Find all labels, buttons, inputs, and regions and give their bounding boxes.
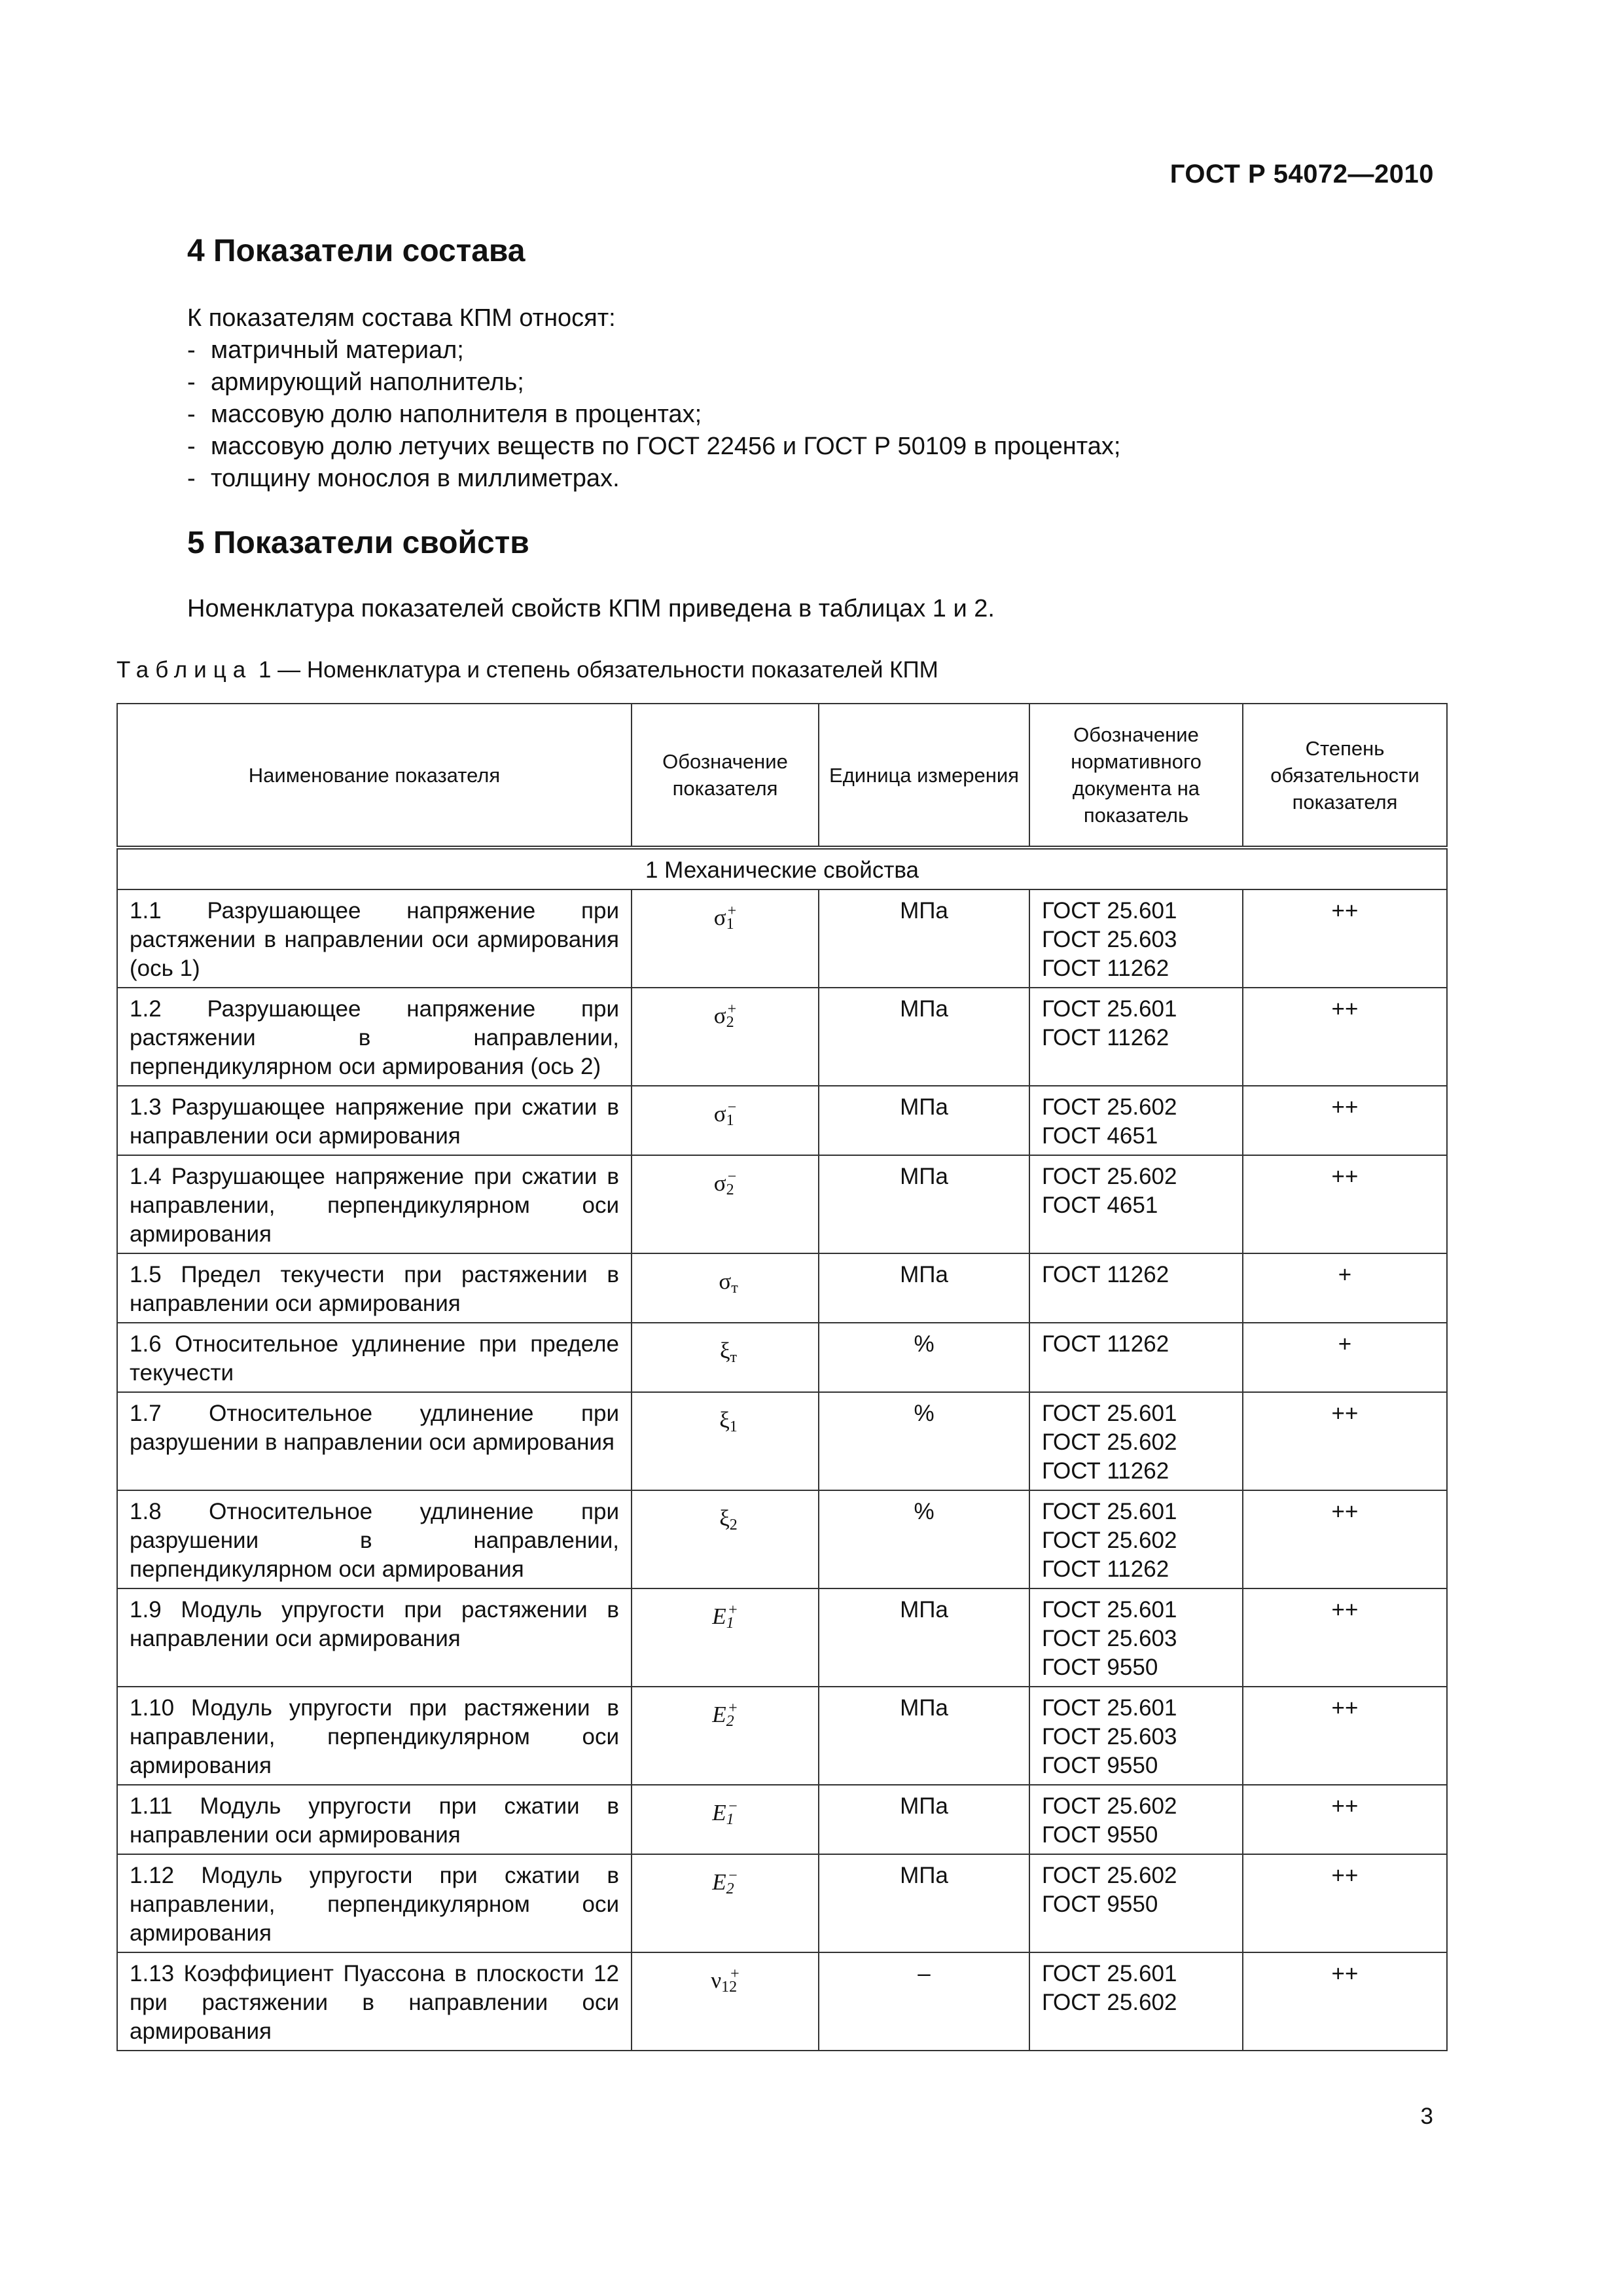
- symbol-letter: ν: [711, 1967, 722, 1993]
- property-symbol: [632, 1588, 819, 1687]
- list-item: - массовую долю наполнителя в процентах;: [187, 399, 1120, 431]
- symbol-subscript: 1: [726, 1811, 734, 1828]
- property-unit: %: [819, 1392, 1029, 1490]
- table-row: [117, 1588, 1447, 1687]
- section-4-intro: К показателям состава КПМ относят:: [187, 304, 616, 332]
- symbol-subscript: 2: [726, 1014, 734, 1031]
- symbol-subscript: 2: [726, 1181, 734, 1198]
- group-row: [117, 848, 1447, 889]
- property-unit: –: [819, 1952, 1029, 2051]
- symbol-superscript: +: [727, 1602, 738, 1619]
- table-caption-text: 1 — Номенклатура и степень обязательности показателей КПМ: [258, 657, 938, 683]
- property-symbol: [632, 1253, 819, 1323]
- property-degree: ++: [1243, 988, 1447, 1086]
- property-degree: +: [1243, 1323, 1447, 1392]
- group-title: 1 Механические свойства: [117, 848, 1447, 889]
- symbol-superscript: +: [730, 1965, 740, 1982]
- symbol-superscript: −: [727, 1099, 737, 1116]
- symbol-subscript: 2: [729, 1516, 738, 1534]
- property-name: 1.11 Модуль упругости при сжатии в направлении оси армирования: [117, 1785, 632, 1854]
- property-norm-docs: ГОСТ 25.601 ГОСТ 25.602 ГОСТ 11262: [1029, 1490, 1243, 1588]
- symbol-superscript: −: [727, 1168, 737, 1185]
- property-name: 1.2 Разрушающее напряжение при растяжении в направлении, перпендикулярном оси армирования (ось 2): [117, 988, 632, 1086]
- properties-table: [116, 703, 1448, 2051]
- property-degree: ++: [1243, 1490, 1447, 1588]
- table-row: [117, 1155, 1447, 1253]
- property-norm-docs: ГОСТ 25.601 ГОСТ 25.603 ГОСТ 9550: [1029, 1687, 1243, 1785]
- header-norm: Обозначение нормативного документа на показатель: [1029, 704, 1243, 848]
- property-unit: МПа: [819, 1588, 1029, 1687]
- property-degree: ++: [1243, 1155, 1447, 1253]
- symbol-letter: ξ: [719, 1505, 730, 1531]
- symbol-subscript: 2: [726, 1880, 734, 1897]
- table-row: [117, 1086, 1447, 1155]
- property-degree: ++: [1243, 1785, 1447, 1854]
- property-symbol: [632, 988, 819, 1086]
- table-row: [117, 889, 1447, 988]
- property-degree: ++: [1243, 1086, 1447, 1155]
- property-symbol: [632, 889, 819, 988]
- property-unit: %: [819, 1490, 1029, 1588]
- property-degree: ++: [1243, 1952, 1447, 2051]
- symbol-subscript: 1: [729, 1418, 738, 1435]
- section-5-text: Номенклатура показателей свойств КПМ приведена в таблицах 1 и 2.: [187, 595, 995, 622]
- table-row: [117, 1854, 1447, 1952]
- property-unit: МПа: [819, 988, 1029, 1086]
- composition-list: [187, 334, 1120, 495]
- property-symbol: [632, 1854, 819, 1952]
- property-symbol: [632, 1785, 819, 1854]
- header-unit: Единица измерения: [819, 704, 1029, 848]
- property-degree: ++: [1243, 1588, 1447, 1687]
- symbol-letter: σ: [713, 1101, 726, 1126]
- property-norm-docs: ГОСТ 25.602 ГОСТ 9550: [1029, 1785, 1243, 1854]
- property-name: 1.8 Относительное удлинение при разрушении в направлении, перпендикулярном оси армирования: [117, 1490, 632, 1588]
- symbol-letter: E: [712, 1869, 726, 1895]
- property-unit: %: [819, 1323, 1029, 1392]
- symbol-letter: σ: [713, 1003, 726, 1028]
- property-name: 1.12 Модуль упругости при сжатии в направлении, перпендикулярном оси армирования: [117, 1854, 632, 1952]
- property-degree: ++: [1243, 889, 1447, 988]
- section-4-title: 4 Показатели состава: [187, 234, 526, 268]
- property-symbol: [632, 1490, 819, 1588]
- table-row: [117, 1253, 1447, 1323]
- symbol-letter: ξ: [719, 1407, 730, 1433]
- symbol-letter: σ: [719, 1268, 732, 1294]
- table-row: [117, 1687, 1447, 1785]
- property-name: 1.13 Коэффициент Пуассона в плоскости 12 при растяжении в направлении оси армирования: [117, 1952, 632, 2051]
- symbol-subscript: 12: [721, 1979, 738, 1996]
- property-symbol: [632, 1687, 819, 1785]
- document-code: ГОСТ Р 54072—2010: [1169, 160, 1434, 188]
- property-symbol: [632, 1155, 819, 1253]
- property-unit: МПа: [819, 1687, 1029, 1785]
- property-name: 1.9 Модуль упругости при растяжении в направлении оси армирования: [117, 1588, 632, 1687]
- table-row: [117, 988, 1447, 1086]
- symbol-subscript: т: [731, 1280, 738, 1297]
- symbol-subscript: т: [730, 1349, 738, 1366]
- properties-table-container: [116, 703, 1446, 2051]
- symbol-letter: σ: [713, 905, 726, 930]
- header-degree: Степень обязательности показателя: [1243, 704, 1447, 848]
- table-caption: [116, 657, 938, 683]
- property-name: 1.10 Модуль упругости при растяжении в направлении, перпендикулярном оси армирования: [117, 1687, 632, 1785]
- symbol-letter: ξ: [719, 1338, 730, 1363]
- table-row: [117, 1392, 1447, 1490]
- property-name: 1.7 Относительное удлинение при разрушении в направлении оси армирования: [117, 1392, 632, 1490]
- symbol-subscript: 1: [726, 1112, 734, 1129]
- property-degree: +: [1243, 1253, 1447, 1323]
- symbol-letter: E: [712, 1800, 726, 1825]
- symbol-superscript: +: [727, 1001, 737, 1018]
- section-5-title: 5 Показатели свойств: [187, 526, 529, 560]
- property-norm-docs: ГОСТ 25.602 ГОСТ 4651: [1029, 1155, 1243, 1253]
- property-unit: МПа: [819, 889, 1029, 988]
- symbol-subscript: 2: [726, 1713, 734, 1730]
- property-name: 1.4 Разрушающее напряжение при сжатии в направлении, перпендикулярном оси армирования: [117, 1155, 632, 1253]
- list-item: - армирующий наполнитель;: [187, 367, 1120, 399]
- property-unit: МПа: [819, 1785, 1029, 1854]
- symbol-subscript: 1: [726, 1615, 734, 1632]
- property-norm-docs: ГОСТ 11262: [1029, 1323, 1243, 1392]
- property-norm-docs: ГОСТ 11262: [1029, 1253, 1243, 1323]
- symbol-subscript: 1: [726, 916, 734, 933]
- symbol-superscript: +: [727, 903, 737, 920]
- table-row: [117, 1952, 1447, 2051]
- symbol-superscript: −: [727, 1798, 738, 1815]
- property-unit: МПа: [819, 1253, 1029, 1323]
- list-item: - матричный материал;: [187, 334, 1120, 367]
- table-caption-label: Таблица: [116, 657, 253, 683]
- table-row: [117, 1785, 1447, 1854]
- property-name: 1.5 Предел текучести при растяжении в направлении оси армирования: [117, 1253, 632, 1323]
- property-norm-docs: ГОСТ 25.602 ГОСТ 4651: [1029, 1086, 1243, 1155]
- list-item: - массовую долю летучих веществ по ГОСТ 22456 и ГОСТ Р 50109 в процентах;: [187, 431, 1120, 463]
- page-number: 3: [1420, 2104, 1433, 2129]
- property-unit: МПа: [819, 1854, 1029, 1952]
- property-unit: МПа: [819, 1086, 1029, 1155]
- header-name: Наименование показателя: [117, 704, 632, 848]
- table-header-row: [117, 704, 1447, 848]
- property-degree: ++: [1243, 1854, 1447, 1952]
- property-norm-docs: ГОСТ 25.601 ГОСТ 25.603 ГОСТ 9550: [1029, 1588, 1243, 1687]
- property-symbol: [632, 1323, 819, 1392]
- property-symbol: [632, 1952, 819, 2051]
- symbol-letter: σ: [713, 1170, 726, 1196]
- property-norm-docs: ГОСТ 25.601 ГОСТ 25.602 ГОСТ 11262: [1029, 1392, 1243, 1490]
- property-norm-docs: ГОСТ 25.601 ГОСТ 25.603 ГОСТ 11262: [1029, 889, 1243, 988]
- table-row: [117, 1490, 1447, 1588]
- table-row: [117, 1323, 1447, 1392]
- property-degree: ++: [1243, 1687, 1447, 1785]
- symbol-letter: E: [712, 1604, 726, 1629]
- property-unit: МПа: [819, 1155, 1029, 1253]
- property-norm-docs: ГОСТ 25.601 ГОСТ 11262: [1029, 988, 1243, 1086]
- property-name: 1.1 Разрушающее напряжение при растяжении в направлении оси армирования (ось 1): [117, 889, 632, 988]
- property-norm-docs: ГОСТ 25.602 ГОСТ 9550: [1029, 1854, 1243, 1952]
- symbol-letter: E: [712, 1702, 726, 1727]
- symbol-superscript: +: [727, 1700, 738, 1717]
- property-symbol: [632, 1086, 819, 1155]
- property-name: 1.6 Относительное удлинение при пределе текучести: [117, 1323, 632, 1392]
- header-symbol: Обозначение показателя: [632, 704, 819, 848]
- property-norm-docs: ГОСТ 25.601 ГОСТ 25.602: [1029, 1952, 1243, 2051]
- property-degree: ++: [1243, 1392, 1447, 1490]
- symbol-superscript: −: [727, 1867, 738, 1884]
- property-name: 1.3 Разрушающее напряжение при сжатии в направлении оси армирования: [117, 1086, 632, 1155]
- list-item: - толщину монослоя в миллиметрах.: [187, 463, 1120, 495]
- property-symbol: [632, 1392, 819, 1490]
